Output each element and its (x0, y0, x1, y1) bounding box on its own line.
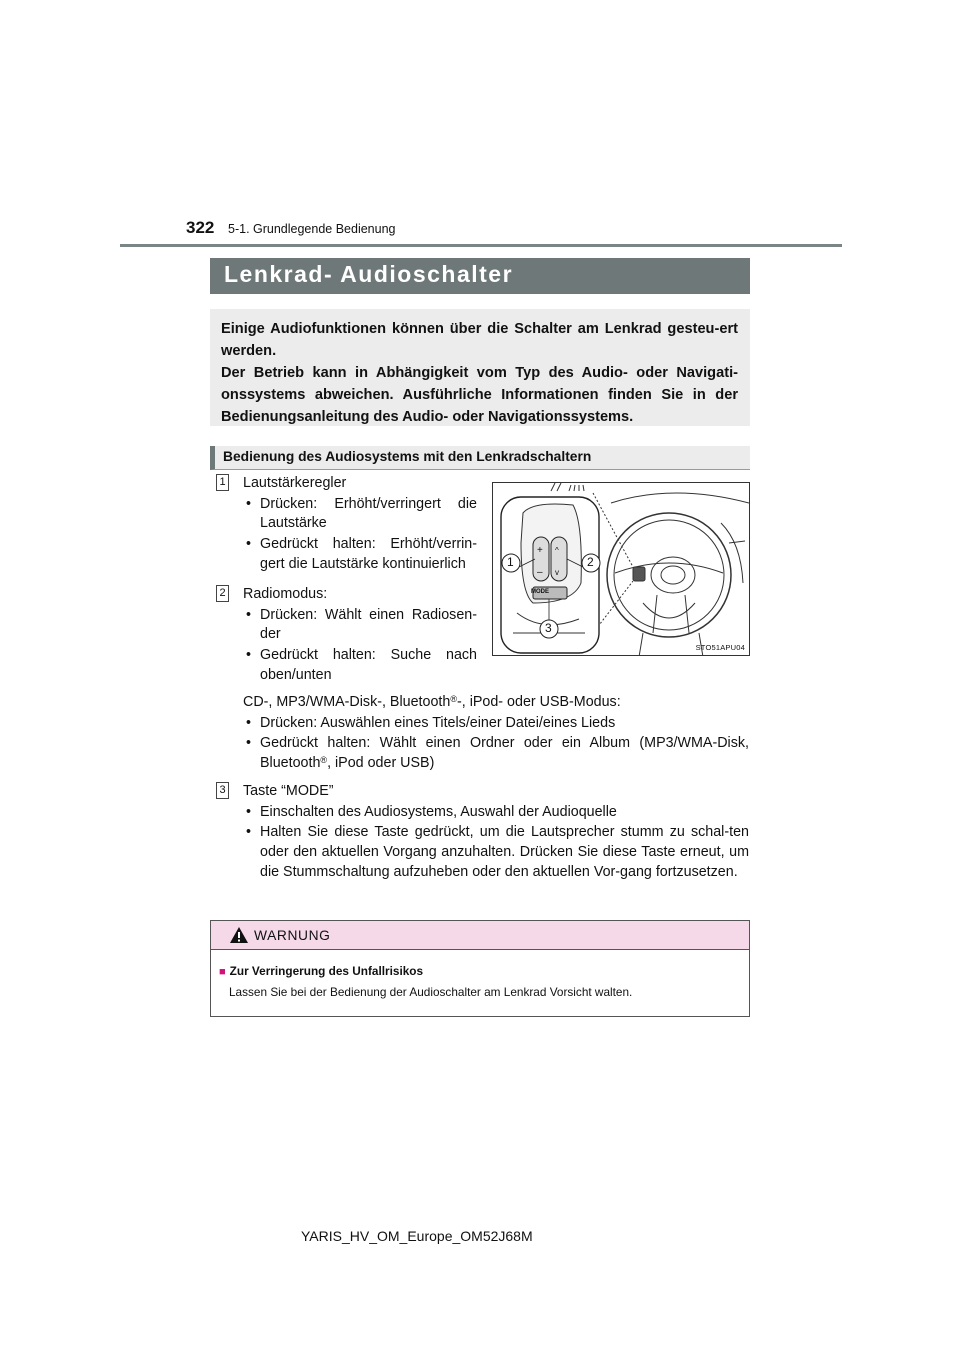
item-number-badge: 3 (216, 782, 229, 799)
intro-box (210, 309, 750, 426)
warning-triangle-icon (229, 926, 249, 944)
item-title: Radiomodus: (243, 586, 328, 602)
registered-mark: ® (450, 694, 457, 704)
steering-wheel-switch-illustration (492, 482, 750, 656)
svg-text:+: + (537, 545, 543, 556)
warning-text: Lassen Sie bei der Bedienung der Audioschalter am Lenkrad Vorsicht walten. (229, 985, 633, 999)
document-footer: YARIS_HV_OM_Europe_OM52J68M (301, 1228, 533, 1244)
item-number-badge: 2 (216, 585, 229, 602)
mode-button-label: MODE (531, 589, 549, 595)
item-volume-control (243, 474, 477, 575)
item-title: Lautstärkeregler (243, 475, 347, 491)
item-bullet: • Gedrückt halten: Wählt einen Ordner oder ein Album (MP3/WMA-Disk, Bluetooth®, iPod oder USB) (243, 734, 749, 773)
registered-mark: ® (320, 755, 328, 766)
item-radio-mode (243, 585, 477, 686)
callout-label: 1 (507, 555, 514, 569)
item-mode-button (243, 782, 749, 883)
item-bullet: • Gedrückt halten: Erhöht/verrin-gert die Lautstärke kontinuierlich (243, 535, 477, 574)
header-divider (120, 244, 842, 247)
warning-header (211, 921, 749, 950)
callout-label: 3 (545, 621, 552, 635)
intro-paragraph: Einige Audiofunktionen können über die Schalter am Lenkrad gesteu-ert werden. (221, 321, 738, 359)
warning-box (210, 920, 750, 1017)
warning-subject: ■ Zur Verringerung des Unfallrisikos (219, 964, 424, 978)
item-title: Taste “MODE” (243, 783, 334, 799)
item-bullet: • Drücken: Erhöht/verringert die Lautstärke (243, 495, 477, 534)
item-bullet: • Halten Sie diese Taste gedrückt, um die Lautsprecher stumm zu schal-ten oder den aktuellen Vorgang anzuhalten. Drücken Sie diese Taste erneut, um die Stummschaltung aufzuheben oder den aktuellen Vor-gang fortzusetzen. (243, 823, 749, 882)
page-number: 322 (186, 218, 215, 237)
section-breadcrumb: 5-1. Grundlegende Bedienung (228, 222, 396, 236)
item-number-badge: 1 (216, 474, 229, 491)
svg-text:–: – (537, 567, 543, 578)
item-bullet: • Gedrückt halten: Suche nach oben/unten (243, 646, 477, 685)
item-title: CD-, MP3/WMA-Disk-, Bluetooth®-, iPod- oder USB-Modus: (243, 694, 621, 710)
item-bullet: • Einschalten des Audiosystems, Auswahl der Audioquelle (243, 803, 749, 823)
item-cd-mode (243, 693, 749, 774)
square-bullet-icon: ■ (219, 966, 226, 978)
item-bullet: • Drücken: Auswählen eines Titels/einer Datei/eines Lieds (243, 714, 749, 734)
svg-text:^: ^ (555, 546, 559, 555)
figure-code: STO51APU04 (695, 643, 745, 652)
intro-paragraph: Der Betrieb kann in Abhängigkeit vom Typ des Audio- oder Navigati-onssystems abweichen. Ausführliche Informationen finden Sie in der Bedienungsanleitung des Audio- oder Navigationssystems. (221, 365, 738, 425)
item-bullet: • Drücken: Wählt einen Radiosen-der (243, 606, 477, 645)
svg-text:v: v (555, 568, 559, 577)
page-title: Lenkrad- Audioschalter (210, 258, 750, 294)
steering-wheel-drawing (493, 483, 750, 656)
section-subheading: Bedienung des Audiosystems mit den Lenkradschaltern (210, 446, 750, 470)
warning-title: WARNUNG (254, 928, 331, 943)
callout-label: 2 (587, 555, 594, 569)
